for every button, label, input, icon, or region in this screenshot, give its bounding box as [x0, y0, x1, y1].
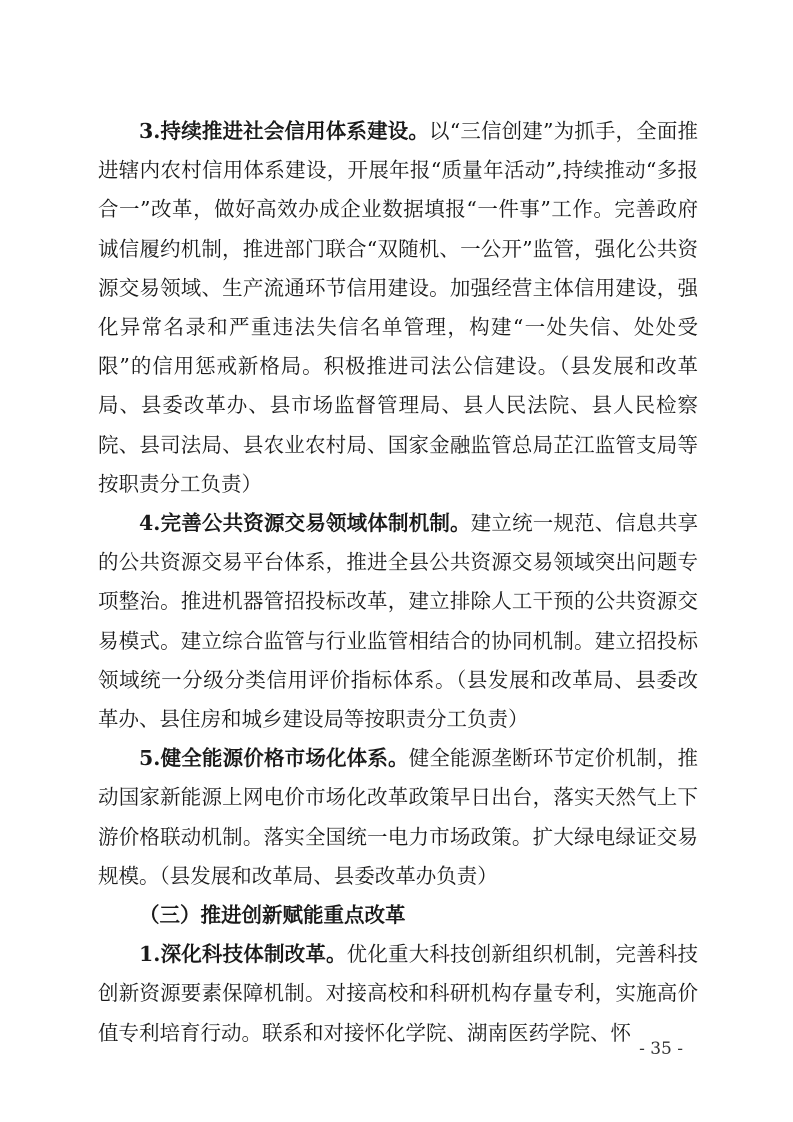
paragraph-tech-reform: [98, 935, 698, 1053]
paragraph-lead: 3.持续推进社会信用体系建设。: [139, 119, 430, 143]
section-heading: （三）推进创新赋能重点改革: [139, 903, 406, 928]
paragraph-lead: 1.深化科技体制改革。: [139, 942, 347, 967]
paragraph-body: 优化重大科技创新组织机制，完善科技创新资源要素保障机制。对接高校和科研机构存量专利，实施高价值专利培育行动。联系和对接怀化学院、湖南医药学院、怀: [98, 942, 698, 1045]
paragraph-lead: 5.健全能源价格市场化体系。: [139, 746, 409, 771]
paragraph-body: 健全能源垄断环节定价机制，推动国家新能源上网电价市场化改革政策早日出台，落实天然气上下游价格联动机制。落实全国统一电力市场政策。扩大绿电绿证交易规模。（县发展和改革局、县委改革办负责）: [98, 746, 698, 888]
paragraph-lead: 4.完善公共资源交易领域体制机制。: [139, 511, 471, 536]
paragraph-body: 建立统一规范、信息共享的公共资源交易平台体系，推进全县公共资源交易领域突出问题专项整治。推进机器管招投标改革，建立排除人工干预的公共资源交易模式。建立综合监管与行业监管相结合的协同机制。建立招投标领域统一分级分类信用评价指标体系。（县发展和改革局、县委改革办、县住房和城乡建设局等按职责分工负责）: [98, 511, 699, 732]
paragraph-body: 以“三信创建”为抓手，全面推进辖内农村信用体系建设，开展年报“质量年活动”,持续推动“多报合一”改革，做好高效办成企业数据填报“一件事”工作。完善政府诚信履约机制，推进部门联合“双随机、一公开”监管，强化公共资源交易领域、生产流通环节信用建设。加强经营主体信用建设，强化异常名录和严重违法失信名单管理，构建“一处失信、处处受限”的信用惩戒新格局。积极推进司法公信建设。（县发展和改革局、县委改革办、县市场监督管理局、县人民法院、县人民检察院、县司法局、县农业农村局、国家金融监管总局芷江监管支局等按职责分工负责）: [98, 119, 698, 496]
paragraph-social-credit: [98, 112, 698, 504]
paragraph-energy-pricing: [98, 739, 698, 896]
page-number: - 35 -: [639, 1039, 683, 1059]
paragraph-public-resource-trading: [98, 504, 698, 739]
document-page: [98, 112, 698, 1053]
